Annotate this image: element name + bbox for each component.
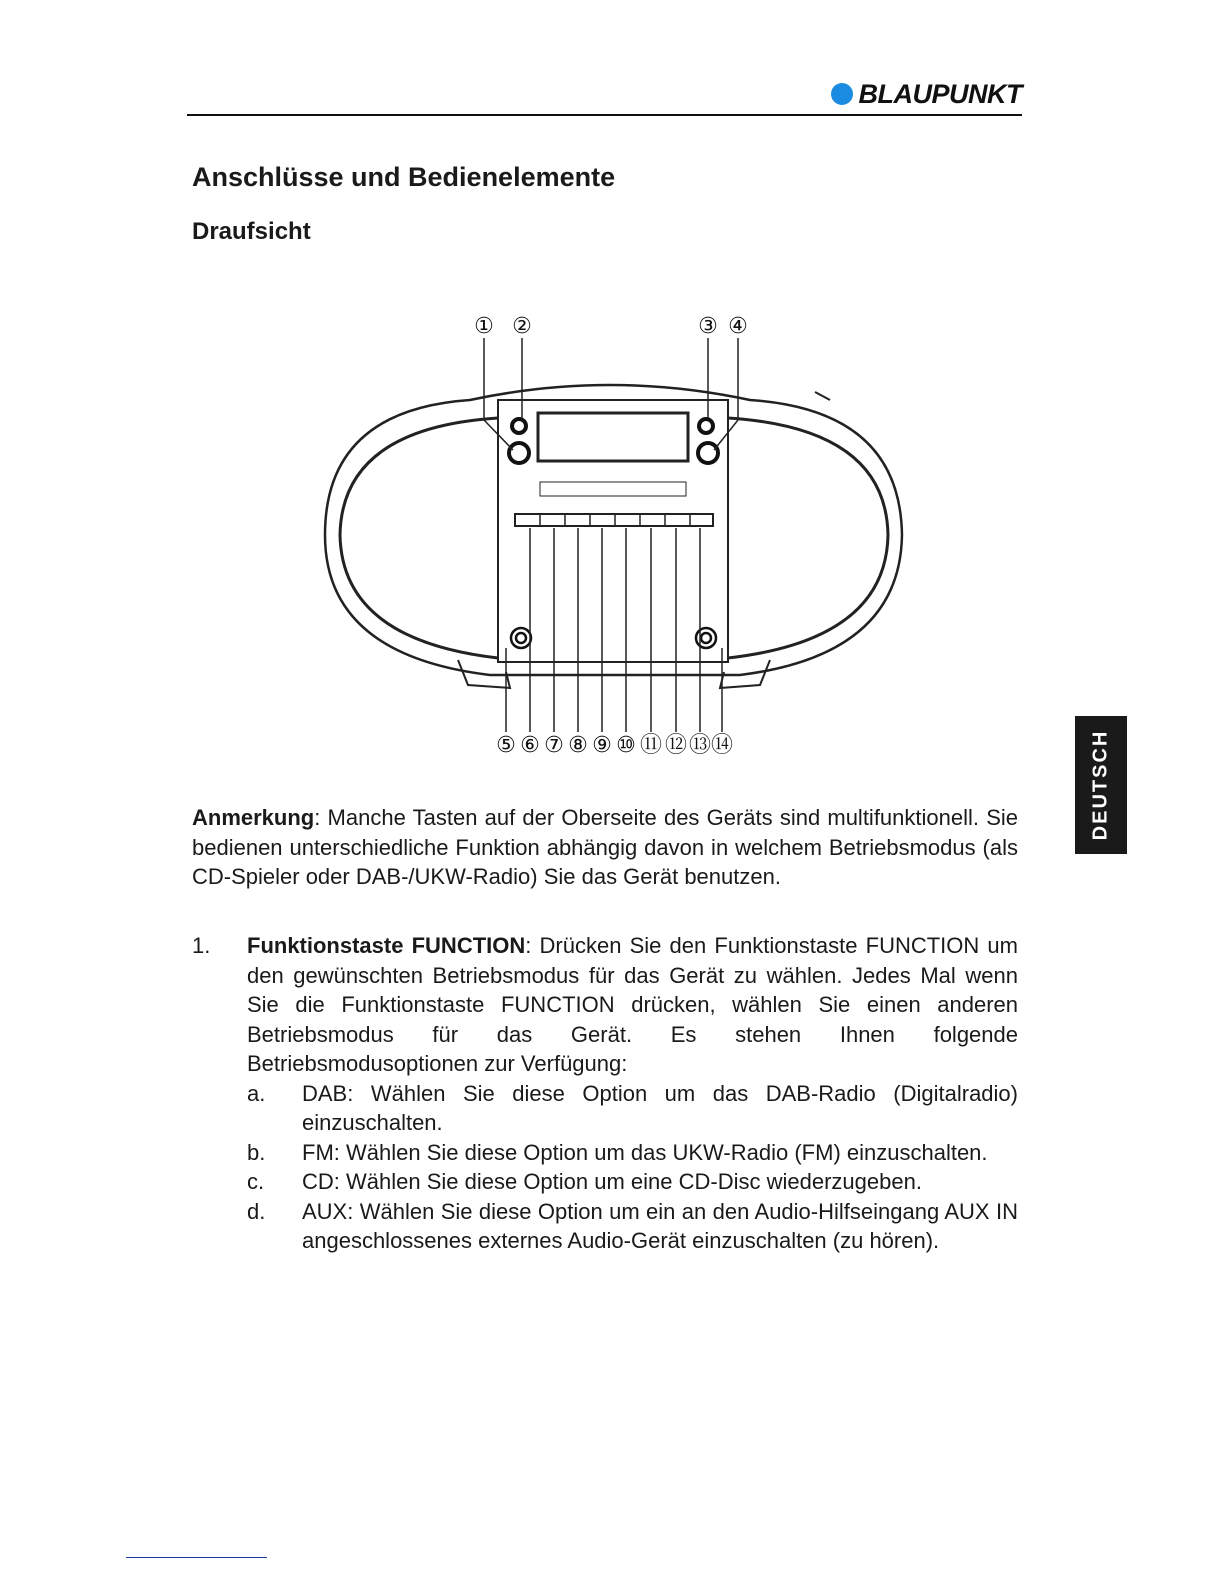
handle-tip [815,392,830,400]
section-subtitle: Draufsicht [192,218,311,245]
brand-dot-icon [831,83,853,105]
list-item-number: 1. [192,933,211,958]
aux-jack [511,628,531,648]
sub-list-letter: a. [247,1080,266,1106]
list-item [192,931,1018,1256]
mode-options-list [247,1079,1018,1256]
sub-list-item [247,1167,1018,1197]
callout-8: ⑧ [568,733,588,758]
note-paragraph [192,803,1018,892]
brand-logo [831,76,1023,112]
knob-2 [512,419,526,433]
list-item-text: : Drücken Sie den Funktionstaste FUNCTION um den gewünschten Betriebsmodus für das Gerät zu wählen. Jedes Mal wenn Sie die Funktionstaste FUNCTION drücken, wählen Sie einen anderen Betriebsmodus für das Gerät. Es stehen Ihnen folgende Betriebsmodusoptionen zur Verfügung: [247,933,1018,1076]
sub-list-letter: d. [247,1198,266,1224]
sub-list-text: DAB: Wählen Sie diese Option um das DAB-Radio (Digitalradio) einzuschalten. [302,1080,1018,1135]
sub-list-text: FM: Wählen Sie diese Option um das UKW-Radio (FM) einzuschalten. [302,1139,988,1165]
sub-list-letter: b. [247,1139,266,1165]
right-speaker-ring [728,418,888,658]
callout-12: ⑫ [664,733,688,758]
callout-3: ③ [698,314,718,339]
page-title: Anschlüsse und Bedienelemente [192,162,616,192]
button-row [515,514,713,526]
device-diagram [310,300,920,780]
list-item-paragraph [247,931,1018,1079]
note-label: Anmerkung [192,805,315,830]
callout-1: ① [474,314,494,339]
device-outline [325,385,902,675]
function-list [192,931,1018,1256]
language-tab-label: DEUTSCH [1089,729,1112,841]
sub-list-item [247,1138,1018,1168]
brand-name: BLAUPUNKT [858,78,1022,109]
lcd-display [538,413,688,461]
sub-list-text: AUX: Wählen Sie diese Option um ein an den Audio-Hilfseingang AUX IN angeschlossenes externes Audio-Gerät einzuschalten (zu hören). [302,1198,1018,1253]
control-panel [498,400,728,662]
callout-7: ⑦ [544,733,564,758]
callout-2: ② [512,314,532,339]
note-text: : Manche Tasten auf der Oberseite des Geräts sind multifunktionell. Sie bedienen unterschiedliche Funktion abhängig davon in welchem Betriebsmodus (als CD-Spieler oder DAB-/UKW-Radio) Sie das Gerät benutzen. [192,805,1018,889]
phones-jack [696,628,716,648]
header-rule [187,114,1022,116]
language-tab [1075,716,1127,854]
left-speaker-ring [340,418,498,658]
device-top-view-illustration [310,300,920,780]
knob-1 [509,443,529,463]
callout-11: ⑪ [639,733,663,758]
callout-14: ⑭ [710,733,734,758]
callout-13: ⑬ [688,733,712,758]
callout-9: ⑨ [592,733,612,758]
sub-list-text: CD: Wählen Sie diese Option um eine CD-Disc wiederzugeben. [302,1169,922,1194]
list-item-title: Funktionstaste FUNCTION [247,933,526,958]
sub-list-letter: c. [247,1169,265,1194]
sub-list-item [247,1079,1018,1138]
callout-4: ④ [728,314,748,339]
callout-6: ⑥ [520,733,540,758]
model-strip [540,482,686,496]
sub-list-item [247,1197,1018,1256]
knob-4 [698,443,718,463]
footer-line [126,1557,267,1558]
knob-3 [699,419,713,433]
callout-5: ⑤ [496,733,516,758]
callout-10: ⑩ [616,733,636,758]
